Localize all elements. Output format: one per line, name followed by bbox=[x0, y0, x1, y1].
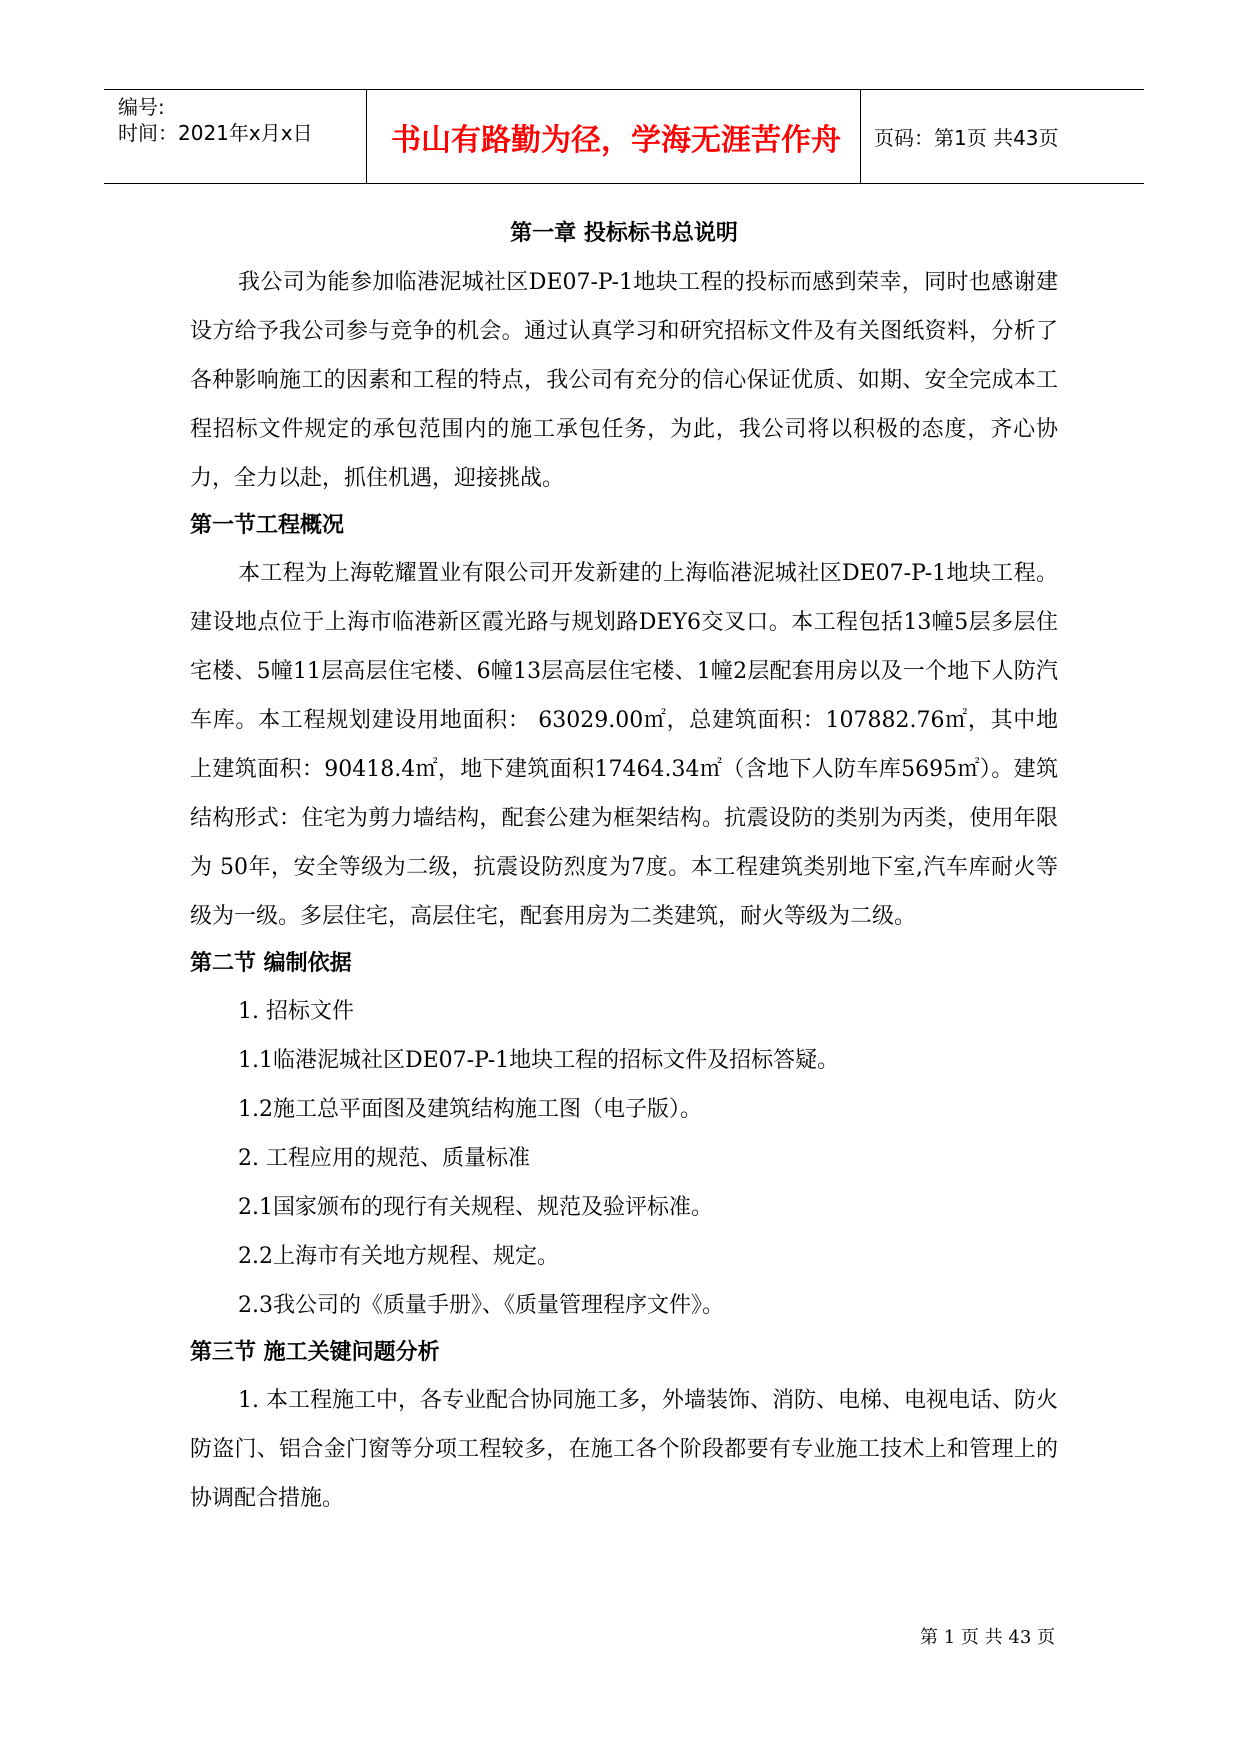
basis-item: 1. 招标文件 bbox=[238, 999, 354, 1024]
basis-item: 2.2上海市有关地方规程、规定。 bbox=[238, 1244, 559, 1269]
section-title-overview: 第一节工程概况 bbox=[190, 513, 345, 538]
header-divider-left bbox=[366, 90, 367, 183]
header-page-label: 页码：第1页 共43页 bbox=[874, 126, 1059, 150]
intro-paragraph: 我公司为能参加临港泥城社区DE07-P-1地块工程的投标而感到荣幸，同时也感谢建设方给予我公司参与竞争的机会。通过认真学习和研究招标文件及有关图纸资料，分析了各种影响施工的因素和工程的特点，我公司有充分的信心保证优质、如期、安全完成本工程招标文件规定的承包范围内的施工承包任务，为此，我公司将以积极的态度，齐心协力，全力以赴，抓住机遇，迎接挑战。 bbox=[190, 270, 1058, 491]
header-motto: 书山有路勤为径，学海无涯苦作舟 bbox=[391, 122, 841, 158]
header-meta bbox=[118, 94, 313, 146]
document-time-label: 时间：2021年x月x日 bbox=[118, 121, 313, 145]
chapter-title: 第一章 投标标书总说明 bbox=[510, 221, 738, 246]
header-divider-right bbox=[860, 90, 861, 183]
section-title-key-issues: 第三节 施工关键问题分析 bbox=[190, 1340, 440, 1365]
basis-item: 1.1临港泥城社区DE07-P-1地块工程的招标文件及招标答疑。 bbox=[238, 1048, 840, 1073]
key-issues-paragraph: 1. 本工程施工中，各专业配合协同施工多，外墙装饰、消防、电梯、电视电话、防火防盗门、铝合金门窗等分项工程较多，在施工各个阶段都要有专业施工技术上和管理上的协调配合措施。 bbox=[190, 1388, 1058, 1511]
page-header bbox=[104, 89, 1144, 184]
section-title-basis: 第二节 编制依据 bbox=[190, 951, 352, 976]
overview-paragraph: 本工程为上海乾耀置业有限公司开发新建的上海临港泥城社区DE07-P-1地块工程。建设地点位于上海市临港新区霞光路与规划路DEY6交叉口。本工程包括13幢5层多层住宅楼、5幢11层高层住宅楼、6幢13层高层住宅楼、1幢2层配套用房以及一个地下人防汽车库。本工程规划建设用地面积： 63029.00㎡，总建筑面积：107882.76㎡，其中地上建筑面积：90418.4㎡，地下建筑面积17464.34㎡（含地下人防车库5695㎡）。建筑结构形式：住宅为剪力墙结构，配套公建为框架结构。抗震设防的类别为丙类，使用年限为 50年，安全等级为二级，抗震设防烈度为7度。本工程建筑类别地下室,汽车库耐火等级为一级。多层住宅，高层住宅，配套用房为二类建筑，耐火等级为二级。 bbox=[190, 561, 1058, 929]
document-number-label: 编号: bbox=[118, 95, 165, 119]
basis-item: 2. 工程应用的规范、质量标准 bbox=[238, 1146, 530, 1171]
document-body bbox=[190, 214, 1058, 1523]
basis-item: 1.2施工总平面图及建筑结构施工图（电子版）。 bbox=[238, 1097, 702, 1122]
basis-item: 2.1国家颁布的现行有关规程、规范及验评标准。 bbox=[238, 1195, 713, 1220]
basis-item: 2.3我公司的《质量手册》、《质量管理程序文件》。 bbox=[238, 1293, 724, 1318]
page-footer-number: 第 1 页 共 43 页 bbox=[920, 1627, 1055, 1648]
